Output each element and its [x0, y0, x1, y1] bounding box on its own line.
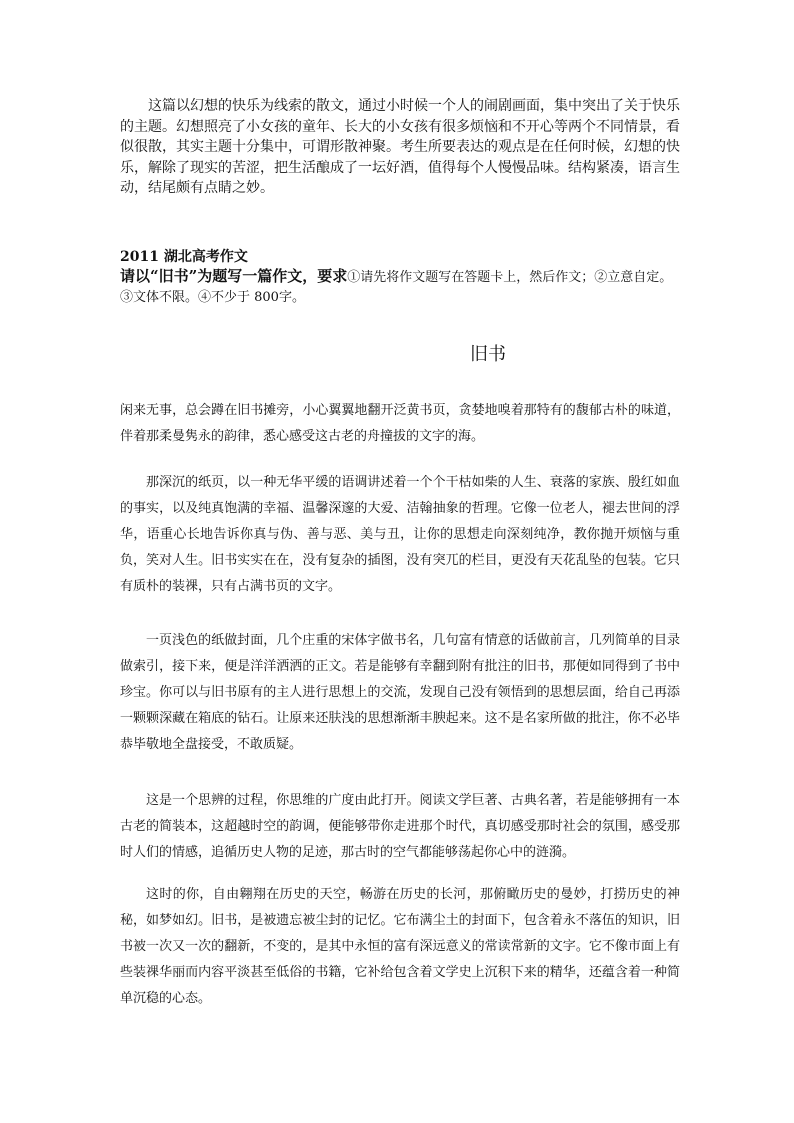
essay-paragraph: 那深沉的纸页，以一种无华平缓的语调讲述着一个个干枯如柴的人生、衰落的家族、殷红如血的事实，以及纯真饱满的幸福、温馨深邃的大爱、洁翰抽象的哲理。它像一位老人，褪去世间的浮华，语重心长地告诉你真与伪、善与恶、美与丑，让你的思想走向深刻纯净，教你抛开烦恼与重负，笑对人生。旧书实实在在，没有复杂的插图，没有突兀的栏目，更没有天花乱坠的包装。它只有质朴的装祼，只有占满书页的文字。 [120, 475, 680, 594]
essay-prompt-requirements: ①请先将作文题写在答题卡上，然后作文；②立意自定。③文体不限。④不少于 800字。 [120, 270, 673, 305]
essay-prompt [120, 266, 680, 308]
essay-paragraph: 这时的你，自由翱翔在历史的天空，畅游在历史的长河，那俯瞰历史的曼妙，打捞历史的神秘，如梦如幻。旧书，是被遗忘被尘封的记忆。它布满尘土的封面下，包含着永不落伍的知识，旧书被一次又一次的翻新，不变的，是其中永恒的富有深远意义的常读常新的文字。它不像市面上有些装祼华丽而内容平淡甚至低俗的书籍，它补给包含着文学史上沉积下来的精华，还蕴含着一种简单沉稳的心态。 [120, 887, 680, 1006]
section-heading: 2011 湖北高考作文 [120, 249, 248, 265]
essay-paragraph: 这是一个思辨的过程，你思维的广度由此打开。阅读文学巨著、古典名著，若是能够拥有一本古老的简装本，这超越时空的韵调，便能够带你走进那个时代，真切感受那时社会的氛围，感受那时人们的情感，追循历史人物的足迹，那古时的空气都能够荡起你心中的涟漪。 [120, 793, 680, 860]
summary-paragraph: 这篇以幻想的快乐为线索的散文，通过小时候一个人的闹剧画面，集中突出了关于快乐的主题。幻想照亮了小女孩的童年、长大的小女孩有很多烦恼和不开心等两个不同情景，看似很散，其实主题十分集中，可谓形散神聚。考生所要表达的观点是在任何时候，幻想的快乐，解除了现实的苦涩，把生活酿成了一坛好酒，值得每个人慢慢品味。结构紧凑，语言生动，结尾颇有点睛之妙。 [120, 98, 680, 196]
essay-paragraph: 一页浅色的纸做封面，几个庄重的宋体字做书名，几句富有情意的话做前言，几列简单的目录做索引，接下来，便是洋洋洒洒的正文。若是能够有幸翻到附有批注的旧书，那便如同得到了书中珍宝。你可以与旧书原有的主人进行思想上的交流，发现自己没有领悟到的思想层面，给自己再添一颗颗深藏在箱底的钻石。让原来还肤浅的思想渐渐丰腴起来。这不是名家所做的批注，你不必毕恭毕敬地全盘接受，不敢质疑。 [120, 633, 680, 752]
essay-paragraph: 闲来无事，总会蹲在旧书摊旁，小心翼翼地翻开泛黄书页，贪婪地嗅着那特有的馥郁古朴的味道，伴着那柔曼隽永的韵律，悉心感受这古老的舟撞拔的文字的海。 [120, 403, 680, 444]
essay-title: 旧书 [470, 344, 506, 365]
essay-prompt-lead: 请以“旧书”为题写一篇作文，要求 [120, 267, 348, 285]
